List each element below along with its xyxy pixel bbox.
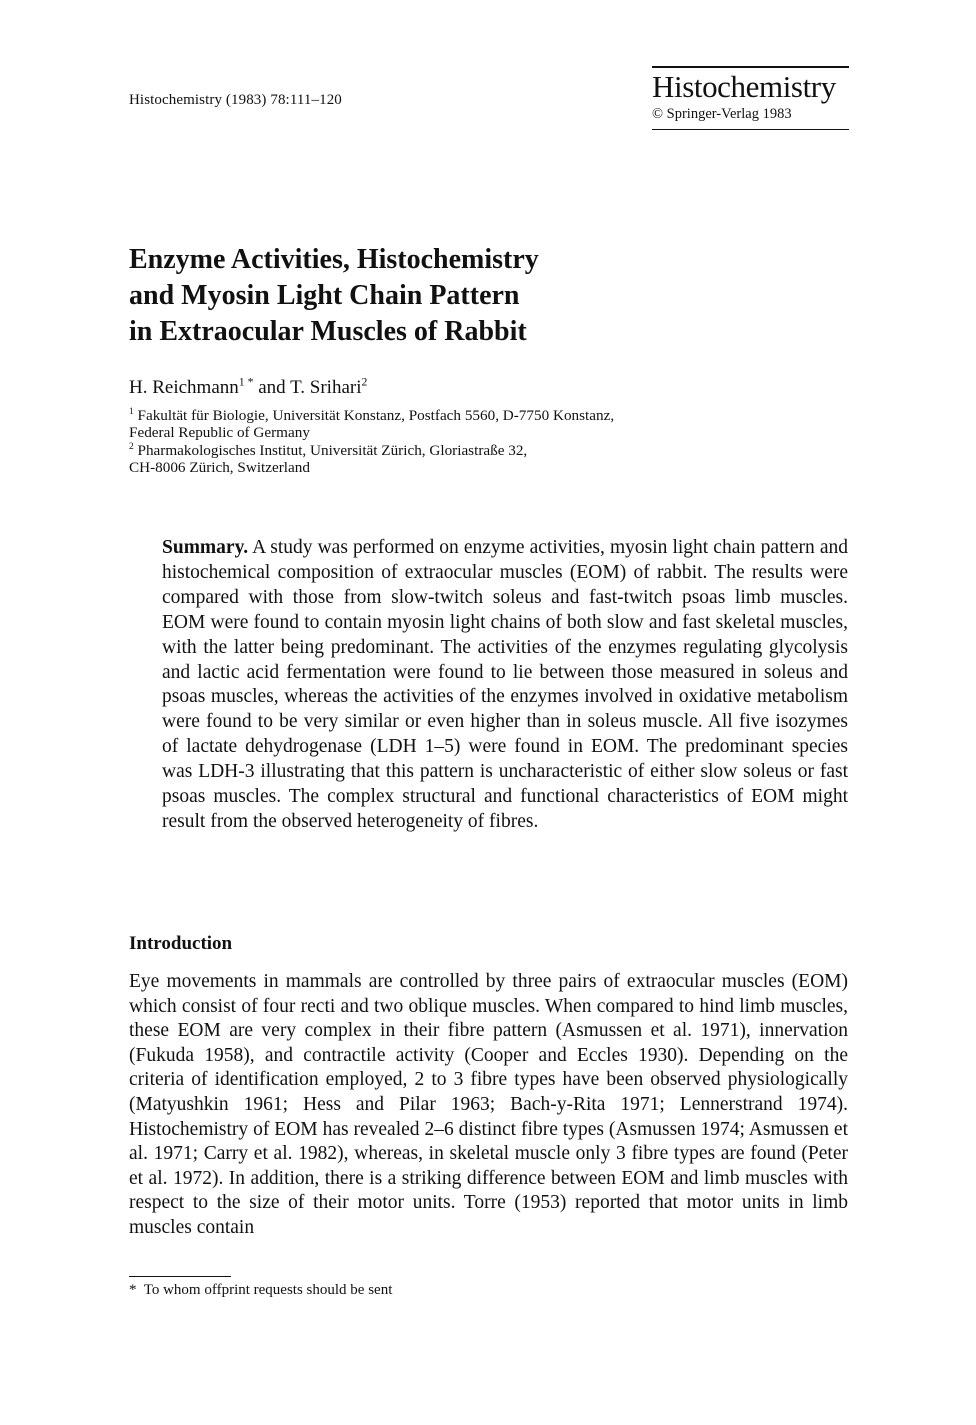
article-title bbox=[129, 242, 849, 350]
publisher-line: © Springer-Verlag 1983 bbox=[652, 105, 792, 122]
masthead-top-rule bbox=[652, 66, 849, 68]
introduction-heading: Introduction bbox=[129, 933, 233, 954]
affiliation-number: 1 bbox=[129, 406, 134, 417]
running-head: Histochemistry (1983) 78:111–120 bbox=[129, 92, 342, 108]
title-line: and Myosin Light Chain Pattern bbox=[129, 280, 520, 311]
affiliation-continued: Federal Republic of Germany bbox=[129, 424, 310, 442]
title-line: Enzyme Activities, Histochemistry bbox=[129, 244, 539, 275]
summary-text: A study was performed on enzyme activities, myosin light chain pattern and histochemical composition of extraocular muscles (EOM) of rabbit. The results were compared with those from slow-twitch soleus and fast-twitch psoas limb muscles. EOM were found to contain myosin light chains of both slow and fast skeletal muscles, with the latter being predominant. The activities of the enzymes regulating glycolysis and lactic acid fermentation were found to lie between those measured in soleus and psoas muscles, whereas the activities of the enzymes involved in oxidative metabolism were found to be very similar or even higher than in soleus muscle. All five isozymes of lactate dehydrogenase (LDH 1–5) were found in EOM. The predominant species was LDH-3 illustrating that this pattern is uncharacteristic of either slow soleus or fast psoas muscles. The complex structural and functional characteristics of EOM might result from the observed heterogeneity of fibres. bbox=[162, 537, 848, 832]
footnote bbox=[129, 1282, 392, 1299]
affiliation-continued: CH-8006 Zürich, Switzerland bbox=[129, 459, 310, 477]
summary-paragraph bbox=[162, 536, 848, 835]
footnote-text: To whom offprint requests should be sent bbox=[143, 1282, 393, 1298]
author-name: H. Reichmann bbox=[129, 377, 239, 398]
affiliation bbox=[129, 442, 849, 459]
introduction-paragraph: Eye movements in mammals are controlled by three pairs of extraocular muscles (EOM) which consist of four recti and two oblique muscles. When compared to hind limb muscles, these EOM are very complex in their fibre pattern (Asmussen et al. 1971), innervation (Fukuda 1958), and contractile activity (Cooper and Eccles 1930). Depending on the criteria of identification employed, 2 to 3 fibre types have been observed physiologically (Matyushkin 1961; Hess and Pilar 1963; Bach-y-Rita 1971; Lennerstrand 1974). Histochemistry of EOM has revealed 2–6 distinct fibre types (Asmussen 1974; Asmussen et al. 1971; Carry et al. 1982), whereas, in skeletal muscle only 3 fibre types are found (Peter et al. 1972). In addition, there is a striking difference between EOM and limb muscles with respect to the size of their motor units. Torre (1953) reported that motor units in limb muscles contain bbox=[129, 971, 848, 1238]
affiliation-number: 2 bbox=[129, 441, 134, 452]
affiliation-mark: 1 * bbox=[238, 375, 254, 389]
footnote-rule bbox=[129, 1276, 231, 1277]
affiliation-text: Fakultät für Biologie, Universität Konstanz, Postfach 5560, D-7750 Konstanz, bbox=[137, 407, 615, 424]
affiliation bbox=[129, 407, 849, 424]
affiliation-mark: 2 bbox=[361, 375, 368, 389]
affiliation-text: Pharmakologisches Institut, Universität Zürich, Gloriastraße 32, bbox=[137, 441, 528, 459]
journal-masthead bbox=[652, 66, 849, 130]
footnote-mark: * bbox=[129, 1282, 137, 1298]
summary-label: Summary. bbox=[162, 537, 249, 558]
masthead-bottom-rule bbox=[652, 129, 849, 131]
affiliations bbox=[129, 407, 849, 477]
author-name: T. Srihari bbox=[290, 377, 362, 398]
journal-name: Histochemistry bbox=[652, 68, 836, 104]
title-line: in Extraocular Muscles of Rabbit bbox=[129, 316, 527, 347]
author-conjunction: and bbox=[258, 377, 286, 398]
author-line bbox=[129, 377, 367, 399]
